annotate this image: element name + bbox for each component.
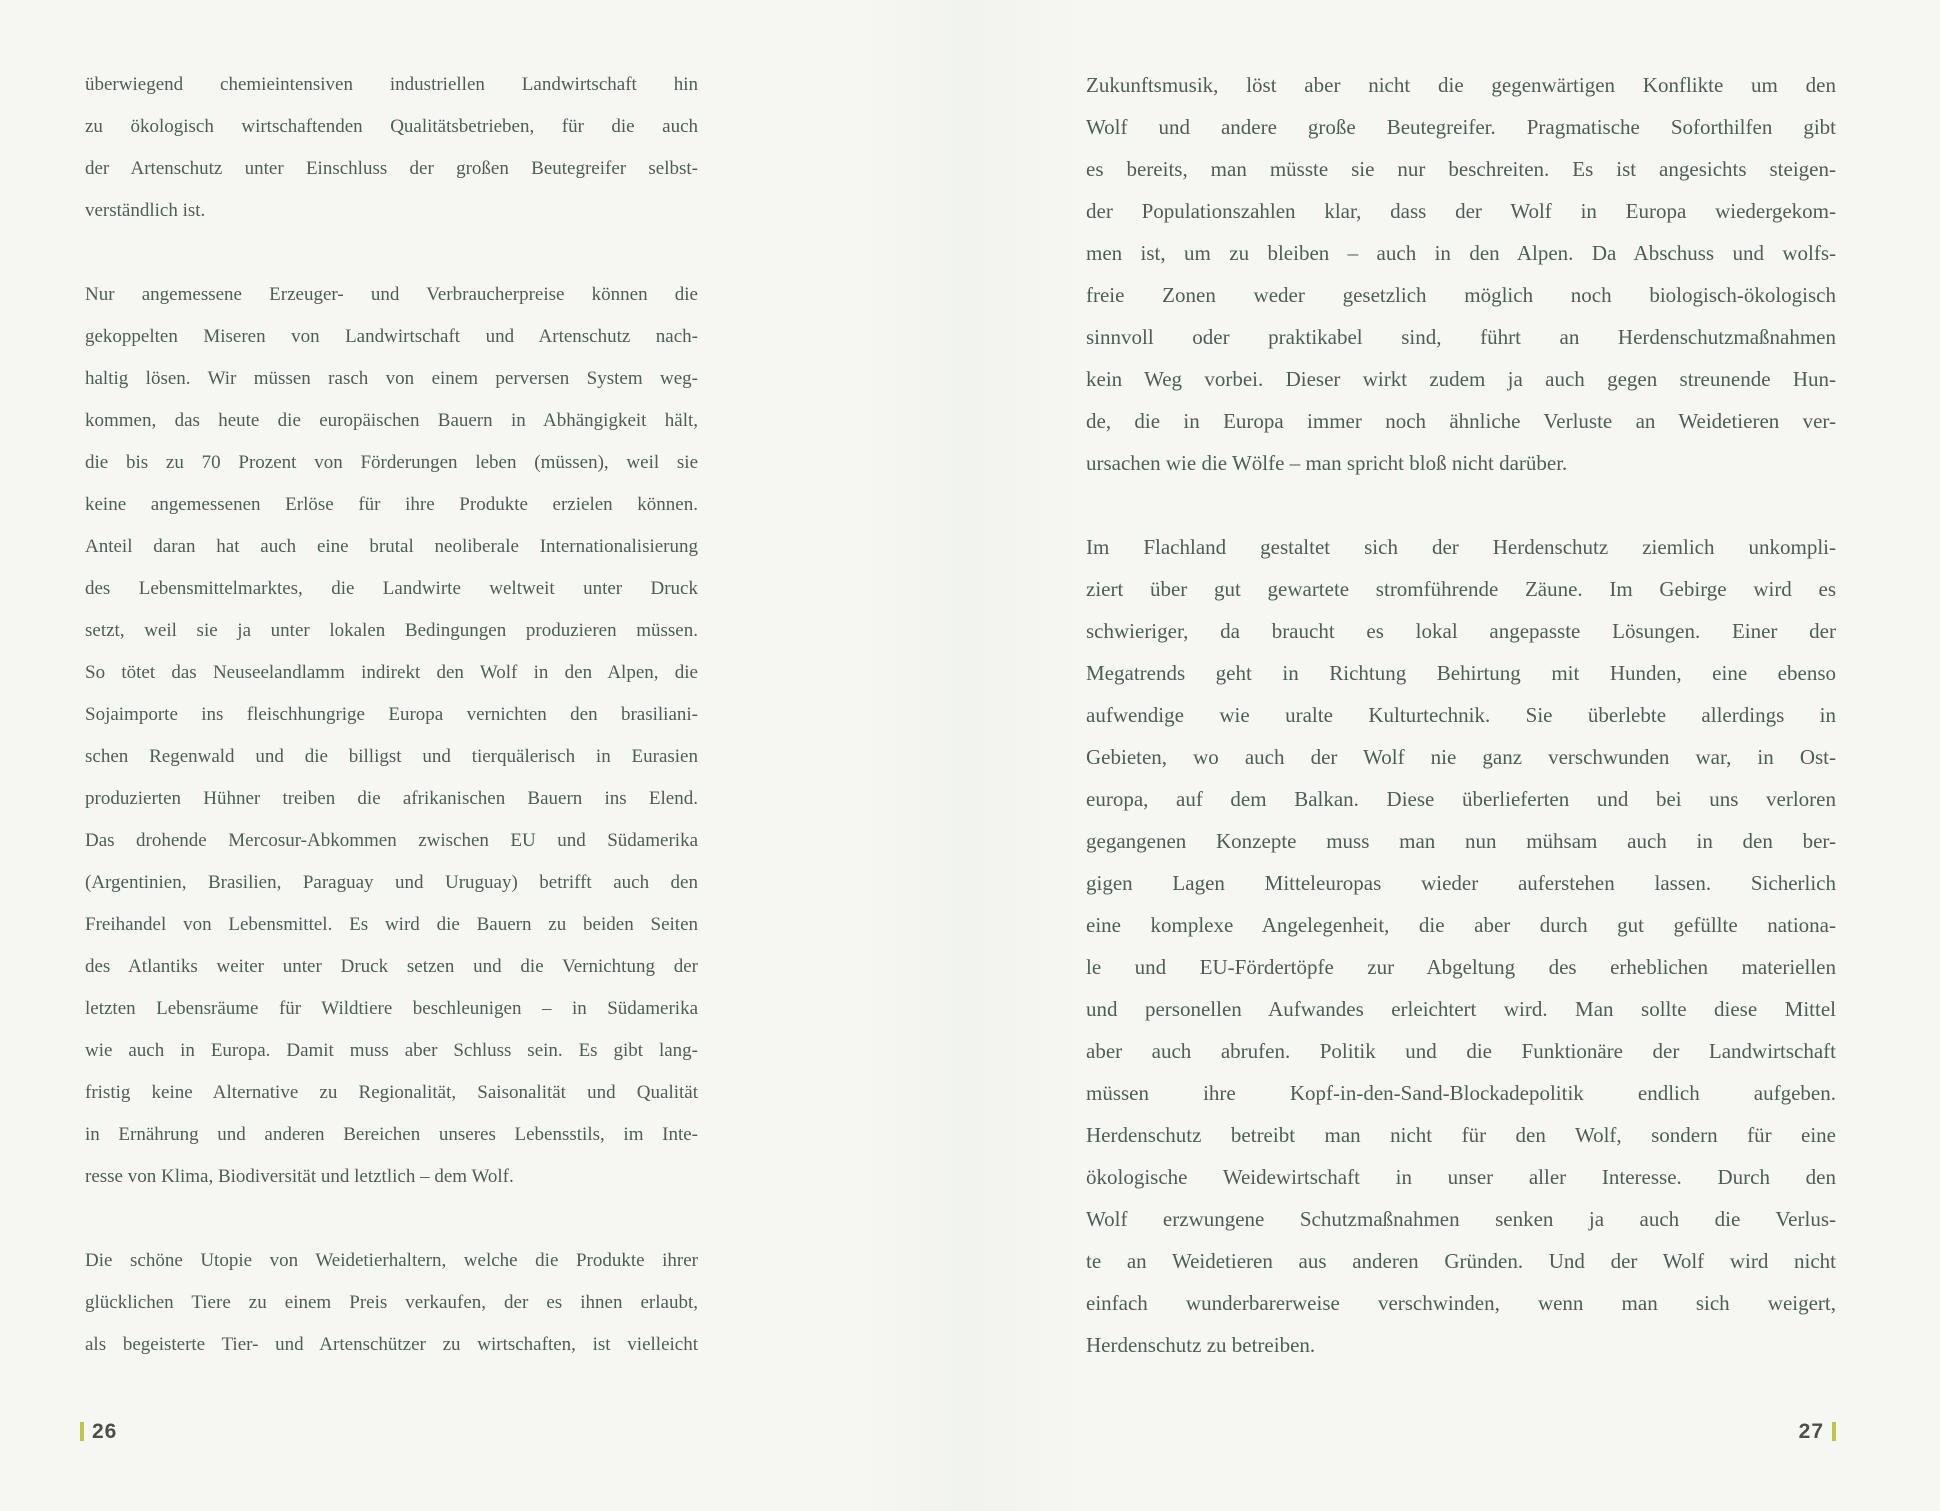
- text-line: zu ökologisch wirtschaftenden Qualitätsbetrieben, für die auch: [85, 116, 698, 137]
- page-number-accent-bar: [1832, 1422, 1836, 1441]
- text-line: produzierten Hühner treiben die afrikanischen Bauern ins Elend.: [85, 788, 698, 809]
- text-line: schen Regenwald und die billigst und tierquälerisch in Eurasien: [85, 746, 698, 767]
- text-line: und personellen Aufwandes erleichtert wird. Man sollte diese Mittel: [1086, 997, 1836, 1021]
- text-line: freie Zonen weder gesetzlich möglich noch biologisch-ökologisch: [1086, 283, 1836, 307]
- text-line: men ist, um zu bleiben – auch in den Alpen. Da Abschuss und wolfs-: [1086, 241, 1836, 265]
- text-line: des Atlantiks weiter unter Druck setzen und die Vernichtung der: [85, 956, 698, 977]
- text-line: europa, auf dem Balkan. Diese überlieferten und bei uns verloren: [1086, 787, 1836, 811]
- paragraph: [1086, 526, 1836, 1366]
- paragraph: [1086, 64, 1836, 484]
- text-line: fristig keine Alternative zu Regionalität, Saisonalität und Qualität: [85, 1082, 698, 1103]
- text-line: Die schöne Utopie von Weidetierhaltern, welche die Produkte ihrer: [85, 1250, 698, 1271]
- text-line: eine komplexe Angelegenheit, die aber durch gut gefüllte nationa-: [1086, 913, 1836, 937]
- text-line: ziert über gut gewartete stromführende Zäune. Im Gebirge wird es: [1086, 577, 1836, 601]
- text-line: Megatrends geht in Richtung Behirtung mit Hunden, eine ebenso: [1086, 661, 1836, 685]
- right-page-text-column: [1086, 64, 1836, 1366]
- text-line: gegangenen Konzepte muss man nun mühsam auch in den ber-: [1086, 829, 1836, 853]
- text-line: kommen, das heute die europäischen Bauern in Abhängigkeit hält,: [85, 410, 698, 431]
- text-line: haltig lösen. Wir müssen rasch von einem perversen System weg-: [85, 368, 698, 389]
- text-line: ökologische Weidewirtschaft in unser aller Interesse. Durch den: [1086, 1165, 1836, 1189]
- text-line: der Populationszahlen klar, dass der Wolf in Europa wiedergekom-: [1086, 199, 1836, 223]
- text-line: Im Flachland gestaltet sich der Herdenschutz ziemlich unkompli-: [1086, 535, 1836, 559]
- text-line: Herdenschutz betreibt man nicht für den Wolf, sondern für eine: [1086, 1123, 1836, 1147]
- page-number: 26: [92, 1420, 118, 1443]
- text-line: Sojaimporte ins fleischhungrige Europa vernichten den brasiliani-: [85, 704, 698, 725]
- paragraph: [85, 1240, 698, 1366]
- text-line: Wolf erzwungene Schutzmaßnahmen senken ja auch die Verlus-: [1086, 1207, 1836, 1231]
- text-line: Anteil daran hat auch eine brutal neoliberale Internationalisierung: [85, 536, 698, 557]
- text-line: ursachen wie die Wölfe – man spricht bloß nicht darüber.: [1086, 451, 1568, 475]
- text-line: einfach wunderbarerweise verschwinden, wenn man sich weigert,: [1086, 1291, 1836, 1315]
- page-number-left: [80, 1420, 117, 1444]
- text-line: keine angemessenen Erlöse für ihre Produkte erzielen können.: [85, 494, 698, 515]
- page-number: 27: [1798, 1420, 1824, 1443]
- text-line: aber auch abrufen. Politik und die Funktionäre der Landwirtschaft: [1086, 1039, 1836, 1063]
- paragraph: [85, 274, 698, 1198]
- text-line: die bis zu 70 Prozent von Förderungen leben (müssen), weil sie: [85, 452, 698, 473]
- text-line: verständlich ist.: [85, 200, 206, 221]
- text-line: Das drohende Mercosur-Abkommen zwischen EU und Südamerika: [85, 830, 698, 851]
- text-line: gigen Lagen Mitteleuropas wieder auferstehen lassen. Sicherlich: [1086, 871, 1836, 895]
- text-line: So tötet das Neuseelandlamm indirekt den Wolf in den Alpen, die: [85, 662, 698, 683]
- text-line: es bereits, man müsste sie nur beschreiten. Es ist angesichts steigen-: [1086, 157, 1836, 181]
- text-line: sinnvoll oder praktikabel sind, führt an Herdenschutzmaßnahmen: [1086, 325, 1836, 349]
- text-line: gekoppelten Miseren von Landwirtschaft und Artenschutz nach-: [85, 326, 698, 347]
- text-line: (Argentinien, Brasilien, Paraguay und Uruguay) betrifft auch den: [85, 872, 698, 893]
- text-line: setzt, weil sie ja unter lokalen Bedingungen produzieren müssen.: [85, 620, 698, 641]
- text-line: Zukunftsmusik, löst aber nicht die gegenwärtigen Konflikte um den: [1086, 73, 1836, 97]
- text-line: Herdenschutz zu betreiben.: [1086, 1333, 1316, 1357]
- text-line: de, die in Europa immer noch ähnliche Verluste an Weidetieren ver-: [1086, 409, 1836, 433]
- text-line: aufwendige wie uralte Kulturtechnik. Sie überlebte allerdings in: [1086, 703, 1836, 727]
- text-line: te an Weidetieren aus anderen Gründen. Und der Wolf wird nicht: [1086, 1249, 1836, 1273]
- page-number-right: [1086, 1420, 1836, 1444]
- text-line: kein Weg vorbei. Dieser wirkt zudem ja auch gegen streunende Hun-: [1086, 367, 1836, 391]
- text-line: glücklichen Tiere zu einem Preis verkaufen, der es ihnen erlaubt,: [85, 1292, 698, 1313]
- text-line: letzten Lebensräume für Wildtiere beschleunigen – in Südamerika: [85, 998, 698, 1019]
- text-line: müssen ihre Kopf-in-den-Sand-Blockadepolitik endlich aufgeben.: [1086, 1081, 1836, 1105]
- text-line: Gebieten, wo auch der Wolf nie ganz verschwunden war, in Ost-: [1086, 745, 1836, 769]
- left-page-text-column: [85, 64, 698, 1366]
- text-line: le und EU-Fördertöpfe zur Abgeltung des erheblichen materiellen: [1086, 955, 1836, 979]
- text-line: der Artenschutz unter Einschluss der großen Beutegreifer selbst-: [85, 158, 698, 179]
- text-line: wie auch in Europa. Damit muss aber Schluss sein. Es gibt lang-: [85, 1040, 698, 1061]
- text-line: resse von Klima, Biodiversität und letztlich – dem Wolf.: [85, 1166, 514, 1187]
- text-line: überwiegend chemieintensiven industriellen Landwirtschaft hin: [85, 74, 698, 95]
- page-number-accent-bar: [80, 1422, 84, 1441]
- paragraph: [85, 64, 698, 232]
- text-line: in Ernährung und anderen Bereichen unseres Lebensstils, im Inte-: [85, 1124, 698, 1145]
- text-line: Wolf und andere große Beutegreifer. Pragmatische Soforthilfen gibt: [1086, 115, 1836, 139]
- text-line: schwieriger, da braucht es lokal angepasste Lösungen. Einer der: [1086, 619, 1836, 643]
- text-line: Freihandel von Lebensmittel. Es wird die Bauern zu beiden Seiten: [85, 914, 698, 935]
- text-line: Nur angemessene Erzeuger- und Verbraucherpreise können die: [85, 284, 698, 305]
- text-line: als begeisterte Tier- und Artenschützer zu wirtschaften, ist vielleicht: [85, 1334, 698, 1355]
- text-line: des Lebensmittelmarktes, die Landwirte weltweit unter Druck: [85, 578, 698, 599]
